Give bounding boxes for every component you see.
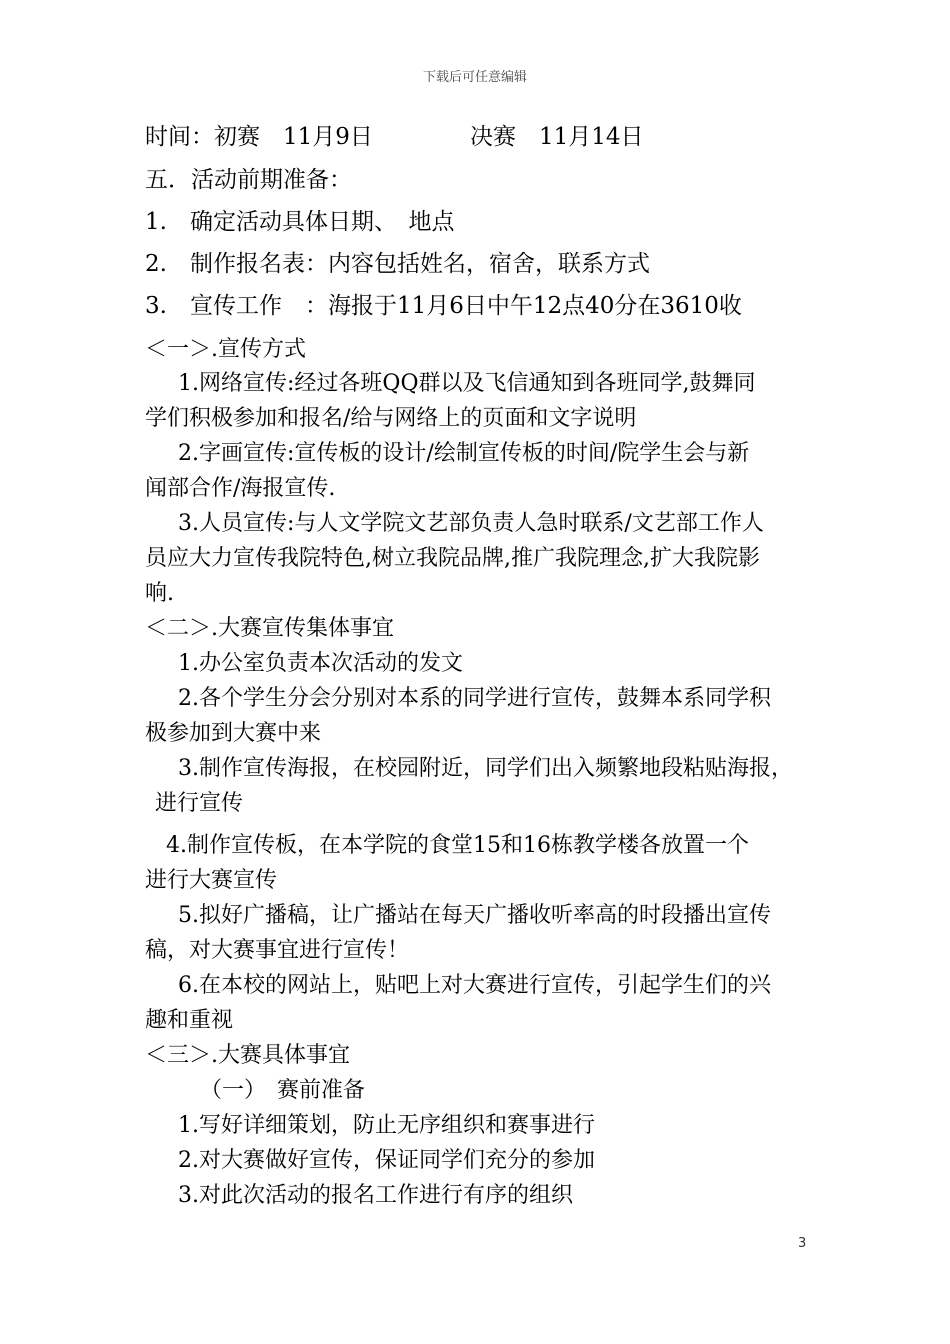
- subsection-heading: ＜二＞.大赛宣传集体事宜: [145, 616, 394, 641]
- subsection-heading: ＜三＞.大赛具体事宜: [145, 1043, 350, 1068]
- text-line: 响.: [145, 581, 174, 606]
- text-line: 员应大力宣传我院特色,树立我院品牌,推广我院理念,扩大我院影: [145, 546, 760, 571]
- text-line: 6.在本校的网站上，贴吧上对大赛进行宣传，引起学生们的兴: [178, 973, 771, 998]
- text-line: 决赛 11月14日: [470, 124, 644, 150]
- text-line: 进行大赛宣传: [145, 868, 278, 893]
- text-line: 闻部合作/海报宣传.: [145, 476, 336, 501]
- text-line: 3. 宣传工作 ：海报于11月6日中午12点40分在3610收: [145, 293, 742, 319]
- text-line: 极参加到大赛中来: [145, 721, 322, 746]
- text-line: 趣和重视: [145, 1008, 234, 1033]
- text-line: 3.对此次活动的报名工作进行有序的组织: [178, 1183, 573, 1208]
- subsection-heading: ＜一＞.宣传方式: [145, 337, 306, 362]
- text-line: 2.对大赛做好宣传，保证同学们充分的参加: [178, 1148, 595, 1173]
- text-line: 2. 制作报名表：内容包括姓名，宿舍，联系方式: [145, 251, 650, 277]
- text-line: 2.字画宣传:宣传板的设计/绘制宣传板的时间/院学生会与新: [178, 441, 750, 466]
- text-line: 3.制作宣传海报，在校园附近，同学们出入频繁地段粘贴海报，: [178, 756, 793, 781]
- text-line: 进行宣传: [155, 791, 244, 816]
- text-line: 5.拟好广播稿，让广播站在每天广播收听率高的时段播出宣传: [178, 903, 771, 928]
- text-line: 1.办公室负责本次活动的发文: [178, 651, 463, 676]
- text-line: 1.网络宣传:经过各班QQ群以及飞信通知到各班同学,鼓舞同: [178, 371, 756, 396]
- subsection-heading: （一） 赛前准备: [200, 1078, 366, 1103]
- page-header: 下载后可任意编辑: [422, 70, 527, 85]
- text-line: 3.人员宣传:与人文学院文艺部负责人急时联系/文艺部工作人: [178, 511, 764, 536]
- text-line: 4.制作宣传板，在本学院的食堂15和16栋教学楼各放置一个: [166, 833, 749, 858]
- text-line: 稿，对大赛事宜进行宣传！: [145, 938, 410, 963]
- text-line: 1.写好详细策划，防止无序组织和赛事进行: [178, 1113, 595, 1138]
- text-line: 时间：初赛 11月9日: [145, 124, 373, 150]
- page-number: 3: [798, 1236, 807, 1251]
- text-line: 学们积极参加和报名/给与网络上的页面和文字说明: [145, 406, 637, 431]
- section-heading: 五．活动前期准备：: [145, 167, 352, 193]
- text-line: 2.各个学生分会分别对本系的同学进行宣传，鼓舞本系同学积: [178, 686, 771, 711]
- text-line: 1. 确定活动具体日期、 地点: [145, 209, 455, 235]
